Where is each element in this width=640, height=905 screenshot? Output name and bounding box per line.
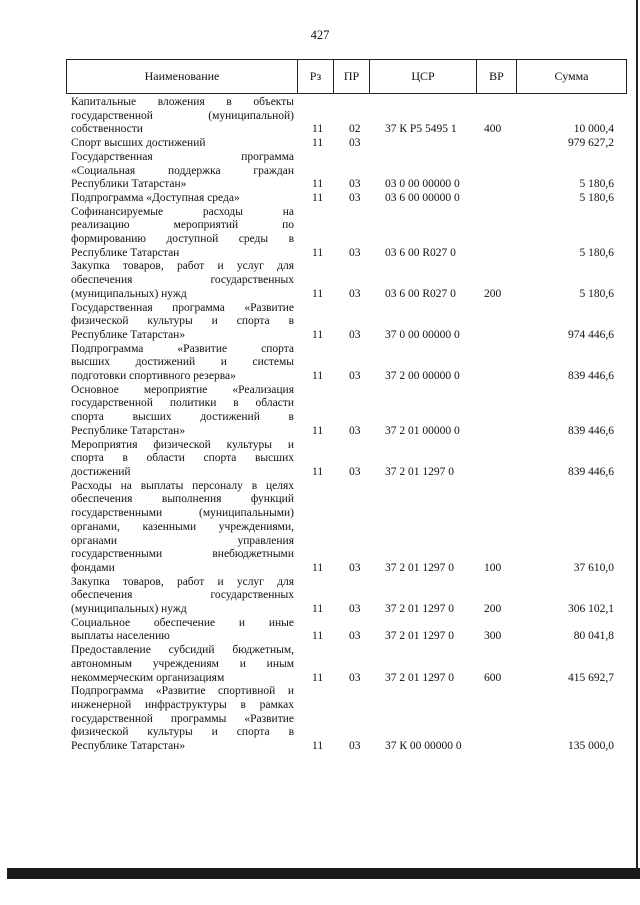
row-csr: 37 0 00 00000 0: [385, 328, 460, 341]
row-csr: 03 6 00 R027 0: [385, 246, 456, 259]
table-header: [66, 59, 627, 94]
row-rz: 11: [312, 465, 324, 478]
row-pr: 03: [349, 465, 361, 478]
row-name-line: государственной политики в области: [71, 397, 294, 410]
row-rz: 11: [312, 191, 324, 204]
row-name-line: спорта высших достижений в: [71, 411, 294, 424]
row-name-line: Подпрограмма «Развитие спортивной и: [71, 685, 294, 698]
row-sum: 5 180,6: [579, 246, 614, 259]
row-name-line: Спорт высших достижений: [71, 137, 206, 150]
row-name-line: формированию доступной среды в: [71, 233, 294, 246]
row-vr: 200: [484, 603, 502, 616]
row-csr: 37 2 01 00000 0: [385, 424, 460, 437]
row-sum: 10 000,4: [573, 123, 614, 136]
row-pr: 03: [349, 370, 361, 383]
row-sum: 306 102,1: [568, 603, 614, 616]
row-vr: 200: [484, 287, 502, 300]
row-name: [71, 96, 294, 137]
header-vr: ВР: [476, 60, 516, 93]
row-rz: 11: [312, 137, 324, 150]
row-vr: 300: [484, 630, 502, 643]
row-name-line: Республике Татарстан: [71, 246, 180, 259]
row-sum: 80 041,8: [573, 630, 614, 643]
scan-bottom-bar: [7, 868, 640, 879]
table-row: [0, 480, 640, 576]
row-csr: 03 6 00 00000 0: [385, 191, 460, 204]
row-name-line: реализацию мероприятий по: [71, 219, 294, 232]
header-sum: Сумма: [516, 60, 626, 93]
row-pr: 03: [349, 191, 361, 204]
row-rz: 11: [312, 561, 324, 574]
row-sum: 5 180,6: [579, 191, 614, 204]
row-sum: 979 627,2: [568, 137, 614, 150]
header-pr: ПР: [333, 60, 369, 93]
row-name-line: собственности: [71, 123, 143, 136]
row-name-line: государственной (муниципальной): [71, 109, 294, 122]
row-pr: 03: [349, 740, 361, 753]
row-rz: 11: [312, 246, 324, 259]
row-name-line: Расходы на выплаты персоналу в целях: [71, 479, 294, 492]
row-csr: 03 0 00 00000 0: [385, 178, 460, 191]
header-csr: ЦСР: [369, 60, 476, 93]
row-name-line: Республике Татарстан»: [71, 424, 186, 437]
row-name: [71, 685, 294, 754]
table-row: [0, 137, 640, 151]
row-pr: 03: [349, 561, 361, 574]
table-row: [0, 384, 640, 439]
row-sum: 839 446,6: [568, 465, 614, 478]
row-vr: 100: [484, 561, 502, 574]
table-row: [0, 260, 640, 301]
row-rz: 11: [312, 178, 324, 191]
row-name-line: автономным учреждениям и иным: [71, 657, 294, 670]
header-name: Наименование: [144, 69, 220, 83]
row-sum: 974 446,6: [568, 328, 614, 341]
row-vr: 400: [484, 123, 502, 136]
row-pr: 03: [349, 424, 361, 437]
row-name-line: Республике Татарстан»: [71, 328, 186, 341]
row-name-line: высших достижений и системы: [71, 356, 294, 369]
row-rz: 11: [312, 328, 324, 341]
row-csr: 37 2 01 1297 0: [385, 630, 454, 643]
row-csr: 37 2 01 1297 0: [385, 603, 454, 616]
row-pr: 03: [349, 178, 361, 191]
row-pr: 03: [349, 137, 361, 150]
row-vr: 600: [484, 671, 502, 684]
table-row: [0, 96, 640, 137]
row-name-line: Предоставление субсидий бюджетным,: [71, 644, 294, 657]
row-pr: 03: [349, 328, 361, 341]
table-row: [0, 343, 640, 384]
row-rz: 11: [312, 123, 324, 136]
row-name-line: достижений: [71, 465, 131, 478]
row-name-line: органами, казенными учреждениями,: [71, 520, 294, 533]
table-body: [0, 96, 640, 754]
table-row: [0, 685, 640, 754]
row-name-line: выплаты населению: [71, 630, 170, 643]
row-name-line: Республики Татарстан»: [71, 178, 187, 191]
row-name-line: Подпрограмма «Доступная среда»: [71, 191, 240, 204]
row-sum: 5 180,6: [579, 178, 614, 191]
row-name: [71, 576, 294, 617]
table-row: [0, 302, 640, 343]
row-name-line: (муниципальных) нужд: [71, 287, 187, 300]
row-name-line: Государственная программа «Развитие: [71, 301, 294, 314]
row-name: [71, 206, 294, 261]
row-name-line: обеспечения выполнения функций: [71, 493, 294, 506]
row-name: [71, 192, 294, 206]
row-name-line: некоммерческим организациям: [71, 671, 225, 684]
row-pr: 03: [349, 630, 361, 643]
row-name-line: Социальное обеспечение и иные: [71, 616, 294, 629]
row-name-line: Капитальные вложения в объекты: [71, 96, 294, 108]
row-csr: 37 2 01 1297 0: [385, 671, 454, 684]
row-name: [71, 439, 294, 480]
row-name-line: подготовки спортивного резерва»: [71, 370, 236, 383]
row-rz: 11: [312, 424, 324, 437]
row-name-line: обеспечения государственных: [71, 589, 294, 602]
row-name-line: Республике Татарстан»: [71, 740, 186, 753]
row-name-line: Закупка товаров, работ и услуг для: [71, 260, 294, 273]
row-name-line: «Социальная поддержка граждан: [71, 164, 294, 177]
row-sum: 839 446,6: [568, 424, 614, 437]
row-sum: 415 692,7: [568, 671, 614, 684]
row-csr: 03 6 00 R027 0: [385, 287, 456, 300]
row-csr: 37 2 00 00000 0: [385, 370, 460, 383]
row-pr: 02: [349, 123, 361, 136]
row-name: [71, 151, 294, 192]
row-csr: 37 2 01 1297 0: [385, 465, 454, 478]
row-name: [71, 617, 294, 644]
row-name: [71, 343, 294, 384]
row-name-line: спорта в области спорта высших: [71, 452, 294, 465]
row-name-line: фондами: [71, 561, 115, 574]
header-rz: Рз: [297, 60, 333, 93]
row-sum: 37 610,0: [573, 561, 614, 574]
row-name: [71, 480, 294, 576]
row-name-line: Подпрограмма «Развитие спорта: [71, 342, 294, 355]
table-row: [0, 644, 640, 685]
row-pr: 03: [349, 603, 361, 616]
row-name-line: Основное мероприятие «Реализация: [71, 383, 294, 396]
table-row: [0, 192, 640, 206]
row-name-line: инженерной инфраструктуры в рамках: [71, 698, 294, 711]
row-name-line: Мероприятия физической культуры и: [71, 438, 294, 451]
row-name-line: обеспечения государственных: [71, 274, 294, 287]
row-csr: 37 2 01 1297 0: [385, 561, 454, 574]
row-name-line: физической культуры и спорта в: [71, 726, 294, 739]
row-pr: 03: [349, 671, 361, 684]
row-name-line: физической культуры и спорта в: [71, 315, 294, 328]
row-sum: 5 180,6: [579, 287, 614, 300]
row-pr: 03: [349, 287, 361, 300]
row-name-line: (муниципальных) нужд: [71, 603, 187, 616]
row-name-line: Софинансируемые расходы на: [71, 205, 294, 218]
row-sum: 135 000,0: [568, 740, 614, 753]
row-pr: 03: [349, 246, 361, 259]
scan-edge-line: [636, 0, 638, 868]
row-name-line: государственными внебюджетными: [71, 548, 294, 561]
table-row: [0, 439, 640, 480]
table-row: [0, 617, 640, 644]
page-number: 427: [310, 28, 330, 42]
row-rz: 11: [312, 630, 324, 643]
row-csr: 37 К 00 00000 0: [385, 740, 462, 753]
row-name-line: государственными (муниципальными): [71, 507, 294, 520]
row-name-line: Закупка товаров, работ и услуг для: [71, 575, 294, 588]
row-name-line: органами управления: [71, 534, 294, 547]
row-name: [71, 302, 294, 343]
row-rz: 11: [312, 603, 324, 616]
row-name: [71, 384, 294, 439]
row-csr: 37 К Р5 5495 1: [385, 123, 457, 136]
row-name: [71, 644, 294, 685]
row-rz: 11: [312, 740, 324, 753]
row-sum: 839 446,6: [568, 370, 614, 383]
row-name-line: государственной программы «Развитие: [71, 712, 294, 725]
row-rz: 11: [312, 287, 324, 300]
row-name: [71, 260, 294, 301]
row-rz: 11: [312, 671, 324, 684]
row-name: [71, 137, 294, 151]
row-rz: 11: [312, 370, 324, 383]
table-row: [0, 576, 640, 617]
table-row: [0, 151, 640, 192]
table-row: [0, 206, 640, 261]
row-name-line: Государственная программа: [71, 150, 294, 163]
